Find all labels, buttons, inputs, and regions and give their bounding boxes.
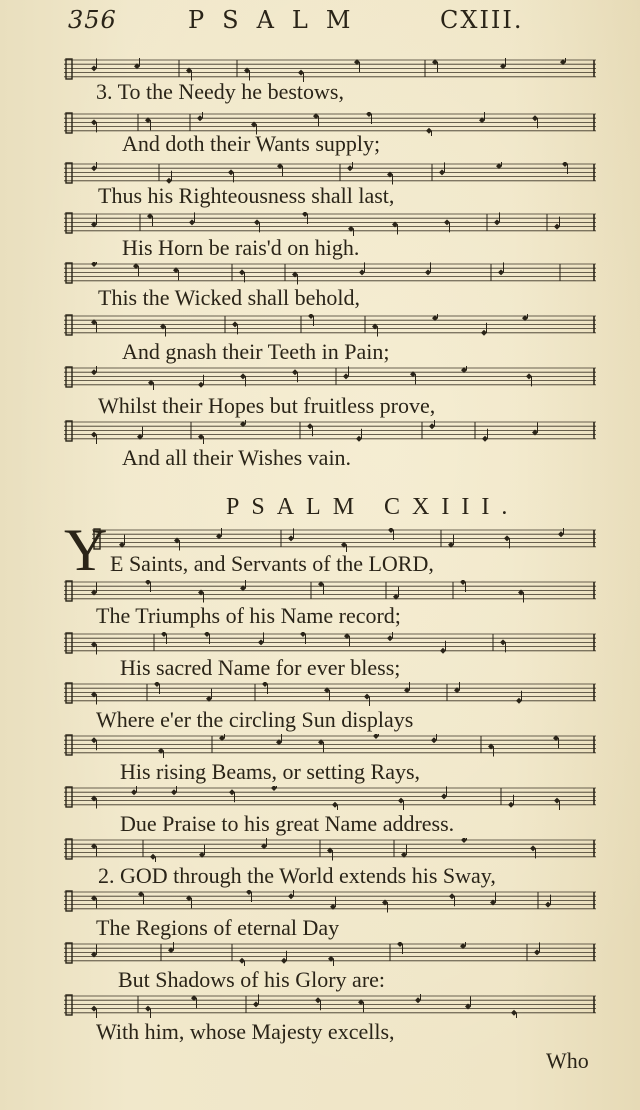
clef-mark [66,59,72,79]
clef-mark [66,735,72,755]
lyric-line: And gnash their Teeth in Pain; [122,339,390,364]
clef-mark [66,421,72,441]
clef-mark [66,163,72,183]
running-title-number: CXIII. [440,6,524,34]
catchword: Who [546,1048,589,1073]
staff-lines [64,734,596,758]
music-staff [92,528,596,552]
lyric-line: E Saints, and Servants of the LORD, [110,551,434,576]
drop-cap: Y [64,517,108,583]
staff-lines [64,314,596,338]
staff-lines [64,632,596,656]
lyric-line: The Triumphs of his Name record; [96,603,401,628]
lyric-line: Where e'er the circling Sun displays [96,707,414,732]
clef-mark [66,787,72,807]
lyric-line: 3. To the Needy he bestows, [96,79,344,104]
lyric-line: Whilst their Hopes but fruitless prove, [98,393,436,418]
clef-mark [66,367,72,387]
music-staff [64,420,596,444]
music-staff [64,262,596,286]
music-staff [64,366,596,390]
lyric-line: His Horn be rais'd on high. [122,235,360,260]
clef-mark [66,891,72,911]
music-staff [64,682,596,706]
staff-lines [64,262,596,286]
music-staff [64,314,596,338]
music-staff [64,890,596,914]
staff-lines [64,942,596,966]
staff-lines [64,786,596,810]
staff-lines [92,528,596,552]
clef-mark [66,315,72,335]
clef-mark [66,213,72,233]
music-staff [64,734,596,758]
staff-lines [64,212,596,236]
lyric-line: This the Wicked shall behold, [98,285,361,310]
staff-lines [64,366,596,390]
staff-lines [64,682,596,706]
clef-mark [66,683,72,703]
staff-lines [64,890,596,914]
lyric-line: And doth their Wants supply; [122,131,381,156]
page-header [0,4,640,38]
staff-lines [64,580,596,604]
lyric-line: The Regions of eternal Day [96,915,340,940]
staff-lines [64,994,596,1018]
running-title: PSALM [188,6,369,34]
clef-mark [66,113,72,133]
lyric-line: Due Praise to his great Name address. [120,811,455,836]
lyric-line: And all their Wishes vain. [122,445,352,470]
staff-lines [64,420,596,444]
clef-mark [66,263,72,283]
music-staff [64,786,596,810]
lyric-line: 2. GOD through the World extends his Sway, [98,863,496,888]
clef-mark [66,943,72,963]
page-number: 356 [68,6,117,34]
music-staff [64,580,596,604]
psalm-heading: PSALM CXIII. [226,494,520,520]
music-staff [64,994,596,1018]
lyric-line: With him, whose Majesty excells, [96,1019,395,1044]
clef-mark [66,581,72,601]
music-staff [64,632,596,656]
lyric-line: But Shadows of his Glory are: [118,967,386,992]
lyric-line: His rising Beams, or setting Rays, [120,759,421,784]
lyric-line: Thus his Righteousness shall last, [98,183,395,208]
clef-mark [66,839,72,859]
music-staff [64,212,596,236]
clef-mark [66,633,72,653]
lyric-line: His sacred Name for ever bless; [120,655,401,680]
clef-mark [66,995,72,1015]
music-staff [64,942,596,966]
staff-lines [64,838,596,862]
music-staff [64,838,596,862]
